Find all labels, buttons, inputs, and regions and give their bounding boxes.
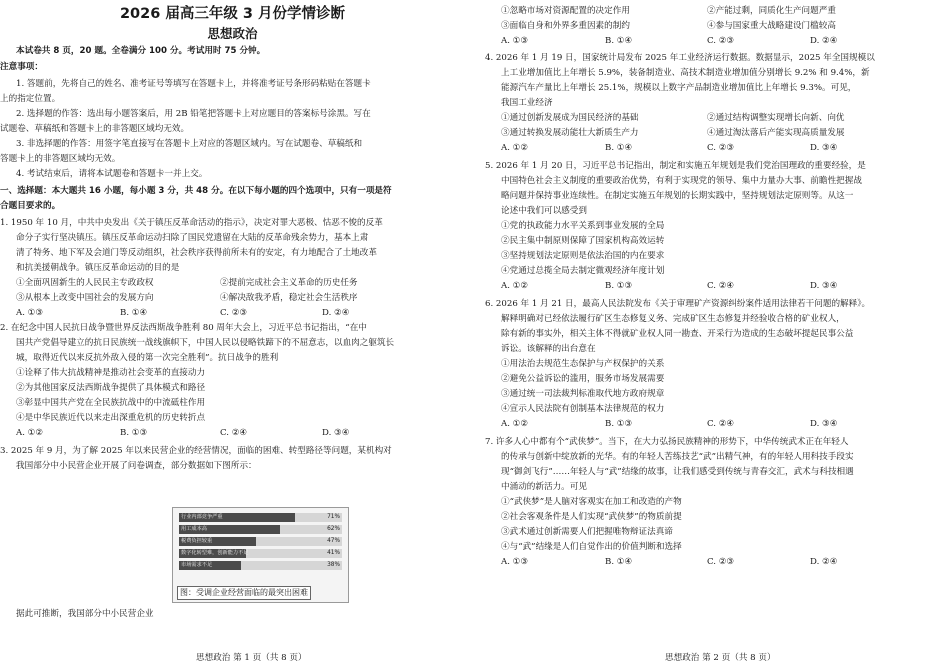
q7-option: ④与“武”结缘是人们自觉作出的价值判断和选择 <box>501 542 682 552</box>
q5-option: ②民主集中制原则保障了国家机构高效运转 <box>501 236 665 246</box>
q6-stem: 6. 2026 年 1 月 21 日，最高人民法院发布《关于审理矿产资源纠纷案件适用法律若干问题的解释》。 <box>485 299 871 309</box>
q2-option: ②为其他国家反法西斯战争提供了具体模式和路径 <box>16 383 206 393</box>
q2-option: ①诠释了伟大抗战精神是推动社会变革的直接动力 <box>16 368 206 378</box>
bar-row <box>179 513 342 522</box>
q7-stem: 7. 许多人心中都有个“武侠梦”。当下，在大力弘扬民族精神的形势下，中华传统武术正在年轻人 <box>485 437 849 447</box>
q7-answer: A. ①③ <box>501 557 529 567</box>
notice-line: 4. 考试结束后，请将本试题卷和答题卡一并上交。 <box>16 169 208 179</box>
q7-answer: B. ①④ <box>605 557 633 567</box>
difficulty-bar-chart <box>172 507 349 603</box>
bar-category-label: 市场需求不足 <box>181 562 213 568</box>
q1-option: ①全面巩固新生的人民民主专政政权 <box>16 278 154 288</box>
q7-stem: 现“御剑飞行”……年轻人与“武”结缘的故事，让我们感受到传统与青春交汇，武术与科技相遇 <box>501 467 854 477</box>
notice-line: 3. 非选择题的作答：用签字笔直接写在答题卡上对应的答题区域内。写在试题卷、草稿纸和 <box>16 139 363 149</box>
q6-option: ④宣示人民法院有创制基本法律规范的权力 <box>501 404 665 414</box>
bar-value-label: 38% <box>327 562 340 568</box>
q1-answer: A. ①③ <box>16 308 44 318</box>
bar-category-label: 用工成本高 <box>181 526 207 532</box>
q7-answer: D. ②④ <box>810 557 838 567</box>
q5-option: ③坚持规划法定原则是依法治国的内在要求 <box>501 251 665 261</box>
chart-caption: 图：受调企业经营面临的最突出困难 <box>177 586 311 600</box>
q5-answer: A. ①② <box>501 281 529 291</box>
bar-category-label: 税费负担较重 <box>181 538 213 544</box>
q6-option: ①用法治去规范生态保护与产权保护的关系 <box>501 359 665 369</box>
q5-answer: D. ③④ <box>810 281 838 291</box>
q3-stem: 3. 2025 年 9 月，为了解 2025 年以来民营企业的经营情况，面临的困难、转型路径等问题，某机构对 <box>0 446 392 456</box>
q5-answer: B. ①③ <box>605 281 633 291</box>
q4-stem: 能源汽车产量比上年增长 25.1%，规模以上数字产品制造业增加值比上年增长 9.3%。可见， <box>501 83 857 93</box>
q5-stem: 略问题并保持事业连续性。在制定实施五年规划的长期实践中，坚持规划法定原则等。从这一 <box>501 191 854 201</box>
bar-value-label: 41% <box>327 550 340 556</box>
q4-answer: B. ①④ <box>605 143 633 153</box>
subject-title: 思想政治 <box>207 26 258 41</box>
q7-option: ②社会客观条件是人们实现“武侠梦”的物质前提 <box>501 512 682 522</box>
notice-line: 答题卡上的非答题区域均无效。 <box>0 154 121 164</box>
q4-option: ③通过转换发展动能壮大新质生产力 <box>501 128 639 138</box>
q1-answer: B. ①④ <box>120 308 148 318</box>
q4-answer: C. ②③ <box>707 143 735 153</box>
bar-category-label: 数字化转型难，创新能力不足 <box>181 550 249 556</box>
q4-option: ①通过创新发展成为国民经济的基础 <box>501 113 639 123</box>
q3-answer: D. ②④ <box>810 36 838 46</box>
bar-row <box>179 549 342 558</box>
bar-value-label: 62% <box>327 526 340 532</box>
q2-stem: 2. 在纪念中国人民抗日战争暨世界反法西斯战争胜利 80 周年大会上，习近平总书记指出，“在中 <box>0 323 367 333</box>
q3-option: ③面临自身和外界多重因素的制约 <box>501 21 630 31</box>
notice-heading: 注意事项： <box>0 62 43 72</box>
q3-after: 据此可推断，我国部分中小民营企业 <box>16 609 154 619</box>
q6-option: ③通过统一司法裁判标准取代地方政府规章 <box>501 389 665 399</box>
q5-stem: 中国特色社会主义制度的重要政治优势，有利于实现党的领导、集中力量办大事、前瞻性把握战 <box>501 176 862 186</box>
q4-option: ②通过结构调整实现增长向新、向优 <box>707 113 845 123</box>
q2-option: ④是中华民族近代以来走出深重危机的历史转折点 <box>16 413 206 423</box>
q4-stem: 上工业增加值比上年增长 5.9%，装备制造业、高技术制造业增加值分别增长 9.2% 和 9.4%，新 <box>501 68 870 78</box>
bar-row <box>179 561 342 570</box>
q2-answer: B. ①③ <box>120 428 148 438</box>
q2-answer: D. ③④ <box>322 428 350 438</box>
exam-page-1 <box>0 0 465 672</box>
q3-answer: A. ①③ <box>501 36 529 46</box>
q3-option: ②产能过剩，同质化生产问题严重 <box>707 6 836 16</box>
q2-option: ③彰显中国共产党在全民族抗战中的中流砥柱作用 <box>16 398 206 408</box>
bar-category-label: 行业内部竞争严重 <box>181 514 223 520</box>
notice-line: 试题卷、草稿纸和答题卡上的非答题区域均无效。 <box>0 124 190 134</box>
section-heading: 一、选择题：本大题共 16 小题，每小题 3 分，共 48 分。在以下每小题的四个选项中，只有一项是符 <box>0 186 392 196</box>
q6-answer: D. ③④ <box>810 419 838 429</box>
notice-line: 上的指定位置。 <box>0 94 61 104</box>
q7-option: ③武术通过创新需要人们把握唯物辩证法真谛 <box>501 527 673 537</box>
q6-stem: 解释明确对已经依法履行矿区生态修复义务、完成矿区生态修复并经验收合格的矿业权人， <box>501 314 845 324</box>
q7-option: ①“武侠梦”是人脑对客观实在加工和改造的产物 <box>501 497 682 507</box>
exam-page-2 <box>485 0 950 672</box>
section-heading: 合题目要求的。 <box>0 201 61 211</box>
q1-option: ④解决敌我矛盾，稳定社会生活秩序 <box>220 293 358 303</box>
q4-stem: 我国工业经济 <box>501 98 553 108</box>
q3-answer: C. ②③ <box>707 36 735 46</box>
bar-row <box>179 525 342 534</box>
notice-line: 2. 选择题的作答：选出每小题答案后，用 2B 铅笔把答题卡上对应题目的答案标号涂黑。写在 <box>16 109 371 119</box>
q6-stem: 除有新的事实外，相关主体不得就矿业权人同一勘查、开采行为造成的生态破坏提起民事公益 <box>501 329 854 339</box>
q5-stem: 5. 2026 年 1 月 20 日，习近平总书记指出，制定和实施五年规划是我们党治国理政的重要经验，是 <box>485 161 866 171</box>
q6-option: ②避免公益诉讼的滥用，服务市场发展需要 <box>501 374 665 384</box>
q6-answer: C. ②④ <box>707 419 735 429</box>
q1-answer: D. ②④ <box>322 308 350 318</box>
q4-stem: 4. 2026 年 1 月 19 日，国家统计局发布 2025 年工业经济运行数据。数据显示，2025 年全国规模以 <box>485 53 875 63</box>
q1-stem: 1. 1950 年 10 月，中共中央发出《关于镇压反革命活动的指示》，决定对罪大恶极、怙恶不悛的反革 <box>0 218 383 228</box>
q1-stem: 清了特务、地下军及会道门等反动组织，社会秩序获得前所未有的安定，有力地配合了土地改革 <box>16 248 377 258</box>
q5-answer: C. ②④ <box>707 281 735 291</box>
exam-info: 本试卷共 8 页，20 题。全卷满分 100 分。考试用时 75 分钟。 <box>16 46 266 56</box>
notice-line: 1. 答题前，先将自己的姓名、准考证号等填写在答题卡上，并将准考证号条形码粘贴在答题卡 <box>16 79 371 89</box>
q3-stem: 我国部分中小民营企业开展了问卷调查，部分数据如下图所示： <box>16 461 257 471</box>
q1-answer: C. ②③ <box>220 308 248 318</box>
q2-stem: 国共产党倡导建立的抗日民族统一战线旗帜下，中国人民以侵略铁蹄下的不屈意志，以血肉之躯筑长 <box>16 338 395 348</box>
q2-answer: A. ①② <box>16 428 44 438</box>
bar-value-label: 47% <box>327 538 340 544</box>
q7-stem: 中涌动的新活力。可见 <box>501 482 587 492</box>
q6-stem: 诉讼。该解释的出台意在 <box>501 344 596 354</box>
q3-option: ④参与国家重大战略建设门槛较高 <box>707 21 836 31</box>
q5-option: ④党通过总揽全局去制定微观经济年度计划 <box>501 266 665 276</box>
page-footer: 思想政治 第 1 页（共 8 页） <box>196 653 307 663</box>
q4-answer: A. ①② <box>501 143 529 153</box>
q4-option: ④通过淘汰落后产能实现高质量发展 <box>707 128 845 138</box>
q7-stem: 的传承与创新中绽放新的光华。有的年轻人苦练技艺“武”出精气神，有的年轻人用科技手段实 <box>501 452 854 462</box>
q7-answer: C. ②③ <box>707 557 735 567</box>
q2-answer: C. ②④ <box>220 428 248 438</box>
page-title: 2026 届高三年级 3 月份学情诊断 <box>119 6 346 22</box>
q6-answer: B. ①③ <box>605 419 633 429</box>
q1-stem: 命分子实行坚决镇压。镇压反革命运动扫除了国民党遗留在大陆的反革命残余势力，基本上肃 <box>16 233 369 243</box>
bar-value-label: 71% <box>327 514 340 520</box>
q6-answer: A. ①② <box>501 419 529 429</box>
q1-option: ②提前完成社会主义革命的历史任务 <box>220 278 358 288</box>
q3-answer: B. ①④ <box>605 36 633 46</box>
page-footer: 思想政治 第 2 页（共 8 页） <box>665 653 776 663</box>
q1-option: ③从根本上改变中国社会的发展方向 <box>16 293 154 303</box>
bar-row <box>179 537 342 546</box>
q1-stem: 和抗美援朝战争。镇压反革命运动的目的是 <box>16 263 180 273</box>
q2-stem: 城，取得近代以来反抗外敌入侵的第一次完全胜利”。抗日战争的胜利 <box>16 353 279 363</box>
q4-answer: D. ③④ <box>810 143 838 153</box>
q5-option: ①党的执政能力水平关系到事业发展的全局 <box>501 221 665 231</box>
q5-stem: 论述中我们可以感受到 <box>501 206 587 216</box>
q3-option: ①忽略市场对资源配置的决定作用 <box>501 6 630 16</box>
